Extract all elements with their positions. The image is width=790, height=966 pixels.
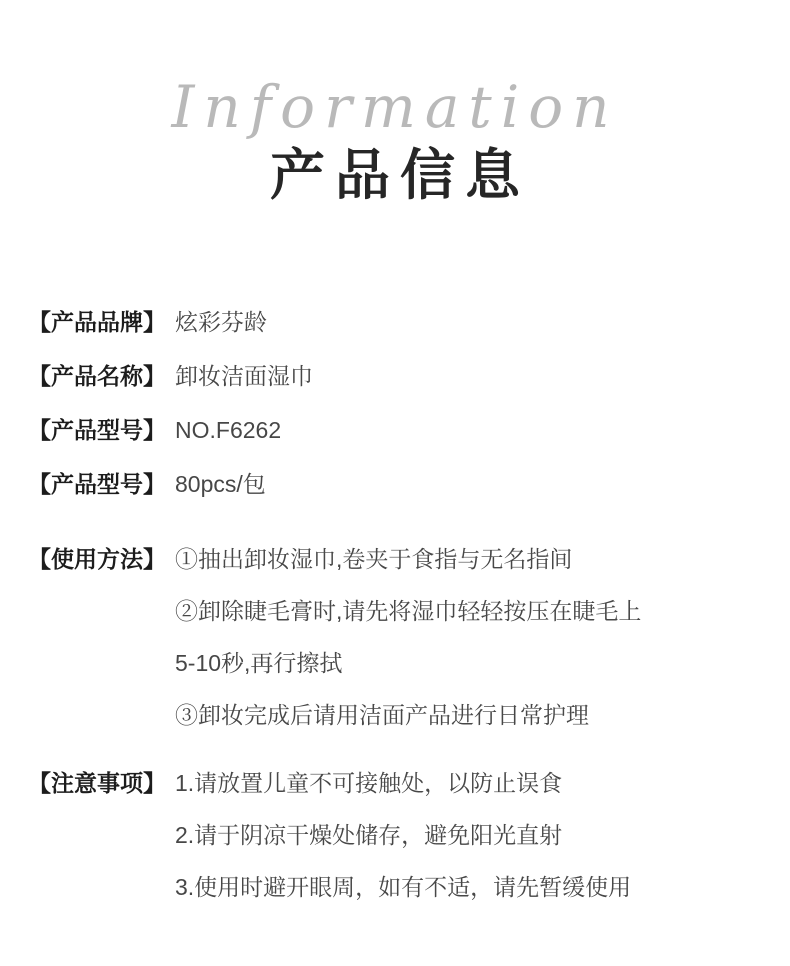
field-value: 卸妆洁面湿巾 xyxy=(175,362,313,389)
field-values-brand xyxy=(175,306,267,339)
field-values-product-name xyxy=(175,360,313,393)
product-info-list xyxy=(0,306,790,904)
field-value: NO.F6262 xyxy=(175,416,282,443)
precaution-2: 2.请于阴凉干燥处储存，避免阳光直射 xyxy=(175,821,563,848)
precaution-1: 1.请放置儿童不可接触处，以防止误食 xyxy=(175,769,563,796)
field-value: 80pcs/包 xyxy=(175,470,266,497)
usage-step-2: ②卸除睫毛膏时,请先将湿巾轻轻按压在睫毛上 xyxy=(175,597,642,624)
precaution-3: 3.使用时避开眼周，如有不适，请先暂缓使用 xyxy=(175,873,632,900)
field-label-brand: 【产品品牌】 xyxy=(28,308,166,335)
usage-step-3: ③卸妆完成后请用洁面产品进行日常护理 xyxy=(175,701,589,728)
info-row-brand xyxy=(28,306,770,339)
field-label-product-name: 【产品名称】 xyxy=(28,362,166,389)
info-row-precautions xyxy=(28,767,770,904)
page-title: 产品信息 xyxy=(269,143,530,206)
field-label-pack-size: 【产品型号】 xyxy=(28,470,166,497)
usage-step-1: ①抽出卸妆湿巾,卷夹于食指与无名指间 xyxy=(175,545,573,572)
field-value: 炫彩芬龄 xyxy=(175,308,267,335)
info-row-usage-instructions xyxy=(28,543,770,732)
field-values-pack-size xyxy=(175,468,266,501)
field-values-model-number xyxy=(175,414,281,447)
info-row-product-name xyxy=(28,360,770,393)
decorative-script-text: Information xyxy=(171,73,619,141)
info-row-pack-size xyxy=(28,468,770,501)
field-label-model-number: 【产品型号】 xyxy=(28,416,166,443)
field-label-precautions: 【注意事项】 xyxy=(28,769,166,796)
page-header xyxy=(0,0,790,210)
info-row-model-number xyxy=(28,414,770,447)
field-values-precautions xyxy=(175,767,631,904)
field-values-usage-instructions xyxy=(175,543,641,732)
field-label-usage-instructions: 【使用方法】 xyxy=(28,545,166,572)
usage-step-2-continued: 5-10秒,再行擦拭 xyxy=(175,649,343,676)
